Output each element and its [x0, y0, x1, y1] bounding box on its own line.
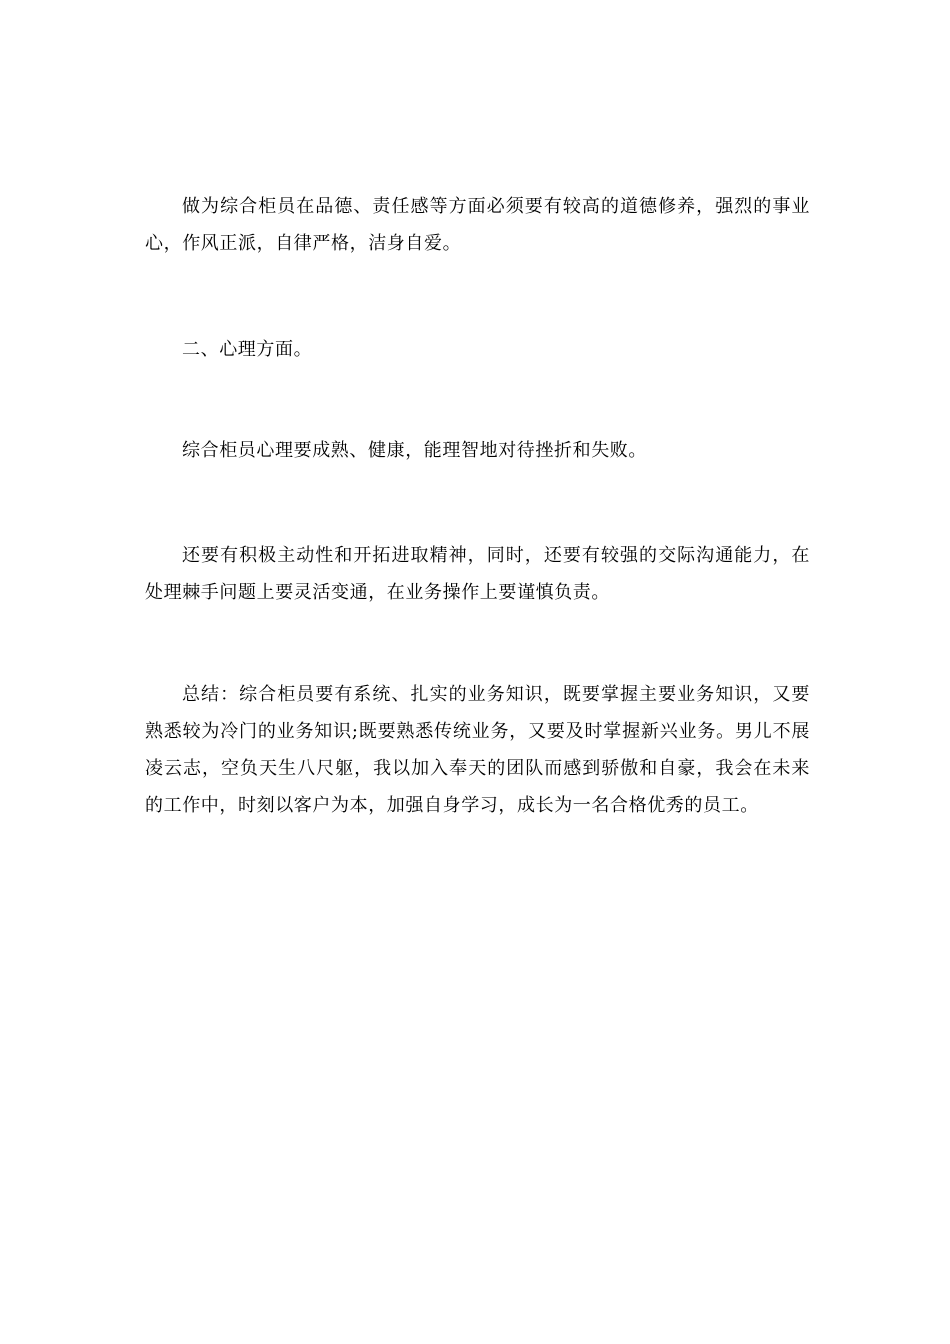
paragraph-initiative: 还要有积极主动性和开拓进取精神，同时，还要有较强的交际沟通能力，在处理棘手问题上要灵活变通，在业务操作上要谨慎负责。 [145, 545, 810, 603]
paragraph-psychology: 综合柜员心理要成熟、健康，能理智地对待挫折和失败。 [182, 440, 647, 461]
paragraph-moral-quality: 做为综合柜员在品德、责任感等方面必须要有较高的道德修养，强烈的事业心，作风正派，自律严格，洁身自爱。 [145, 196, 810, 254]
paragraph-summary: 总结：综合柜员要有系统、扎实的业务知识，既要掌握主要业务知识，又要熟悉较为冷门的业务知识;既要熟悉传统业务，又要及时掌握新兴业务。男儿不展凌云志，空负天生八尺躯，我以加入奉天的团队而感到骄傲和自豪，我会在未来的工作中，时刻以客户为本，加强自身学习，成长为一名合格优秀的员工。 [145, 684, 810, 816]
section-heading-psychology: 二、心理方面。 [182, 339, 313, 360]
